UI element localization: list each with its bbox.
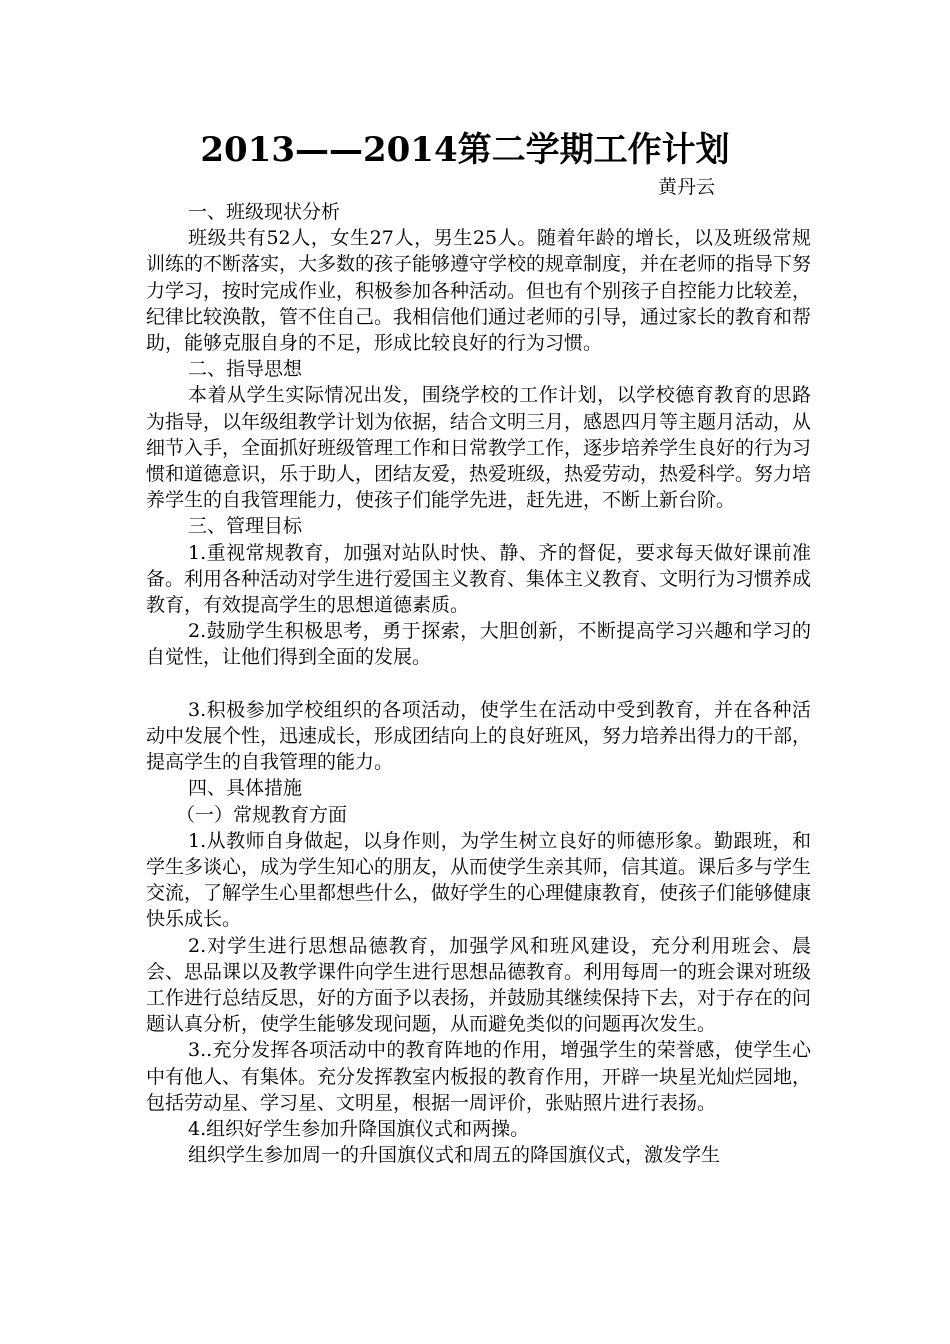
paragraph: 组织学生参加周一的升国旗仪式和周五的降国旗仪式，激发学生 (188, 1144, 721, 1167)
paragraph: 4.组织好学生参加升降国旗仪式和两操。 (188, 1118, 530, 1141)
document-title: 2013——2014第二学期工作计划 (200, 130, 730, 170)
paragraph: 本着从学生实际情况出发，围绕学校的工作计划，以学校德育教育的思路为指导，以年级组教学计划为依据，结合文明三月，感恩四月等主题月活动，从细节入手，全面抓好班级管理工作和日常教学工作，逐步培养学生良好的行为习惯和道德意识，乐于助人，团结友爱，热爱班级，热爱劳动，热爱科学。努力培养学生的自我管理能力，使孩子们能学先进，赶先进，不断上新台阶。 (146, 384, 812, 512)
paragraph: 3.积极参加学校组织的各项活动，使学生在活动中受到教育，并在各种活动中发展个性，迅速成长，形成团结向上的良好班风，努力培养出得力的干部，提高学生的自我管理的能力。 (146, 698, 812, 774)
paragraph: 3..充分发挥各项活动中的教育阵地的作用，增强学生的荣誉感，使学生心中有他人、有集体。充分发挥教室内板报的教育作用，开辟一块星光灿烂园地，包括劳动星、学习星、文明星，根据一周评价，张贴照片进行表扬。 (146, 1039, 812, 1114)
section-heading: 一、班级现状分析 (188, 201, 341, 223)
paragraph: 2.鼓励学生积极思考，勇于探索，大胆创新，不断提高学习兴趣和学习的自觉性，让他们得到全面的发展。 (146, 620, 811, 669)
paragraph: 2.对学生进行思想品德教育，加强学风和班风建设，充分利用班会、晨会、思品课以及教学课件向学生进行思想品德教育。利用每周一的班会课对班级工作进行总结反思，好的方面予以表扬，并鼓励其继续保持下去，对于存在的问题认真分析，使学生能够发现问题，从而避免类似的问题再次发生。 (146, 934, 812, 1036)
section-heading: 四、具体措施 (188, 777, 303, 800)
section-heading: 三、管理目标 (188, 515, 303, 538)
blank-line (146, 671, 811, 697)
paragraph: 班级共有52人，女生27人，男生25人。随着年龄的增长，以及班级常规训练的不断落实，大多数的孩子能够遵守学校的规章制度，并在老师的指导下努力学习，按时完成作业，积极参加各种活动。但也有个别孩子自控能力比较差，纪律比较涣散，管不住自己。我相信他们通过老师的引导，通过家长的教育和帮助，能够克服自身的不足，形成比较良好的行为习惯。 (146, 227, 812, 355)
author-name: 黄丹云 (658, 176, 716, 198)
section-heading: 二、指导思想 (188, 358, 303, 381)
paragraph: 1.重视常规教育，加强对站队时快、静、齐的督促，要求每天做好课前准备。利用各种活动对学生进行爱国主义教育、集体主义教育、文明行为习惯养成教育，有效提高学生的思想道德素质。 (146, 541, 812, 617)
subsection-heading: （一）常规教育方面 (176, 803, 348, 826)
document-body (146, 199, 811, 1169)
paragraph: 1.从教师自身做起，以身作则，为学生树立良好的师德形象。勤跟班，和学生多谈心，成为学生知心的朋友，从而使学生亲其师，信其道。课后多与学生交流，了解学生心里都想些什么，做好学生的心理健康教育，使孩子们能够健康快乐成长。 (146, 829, 812, 931)
